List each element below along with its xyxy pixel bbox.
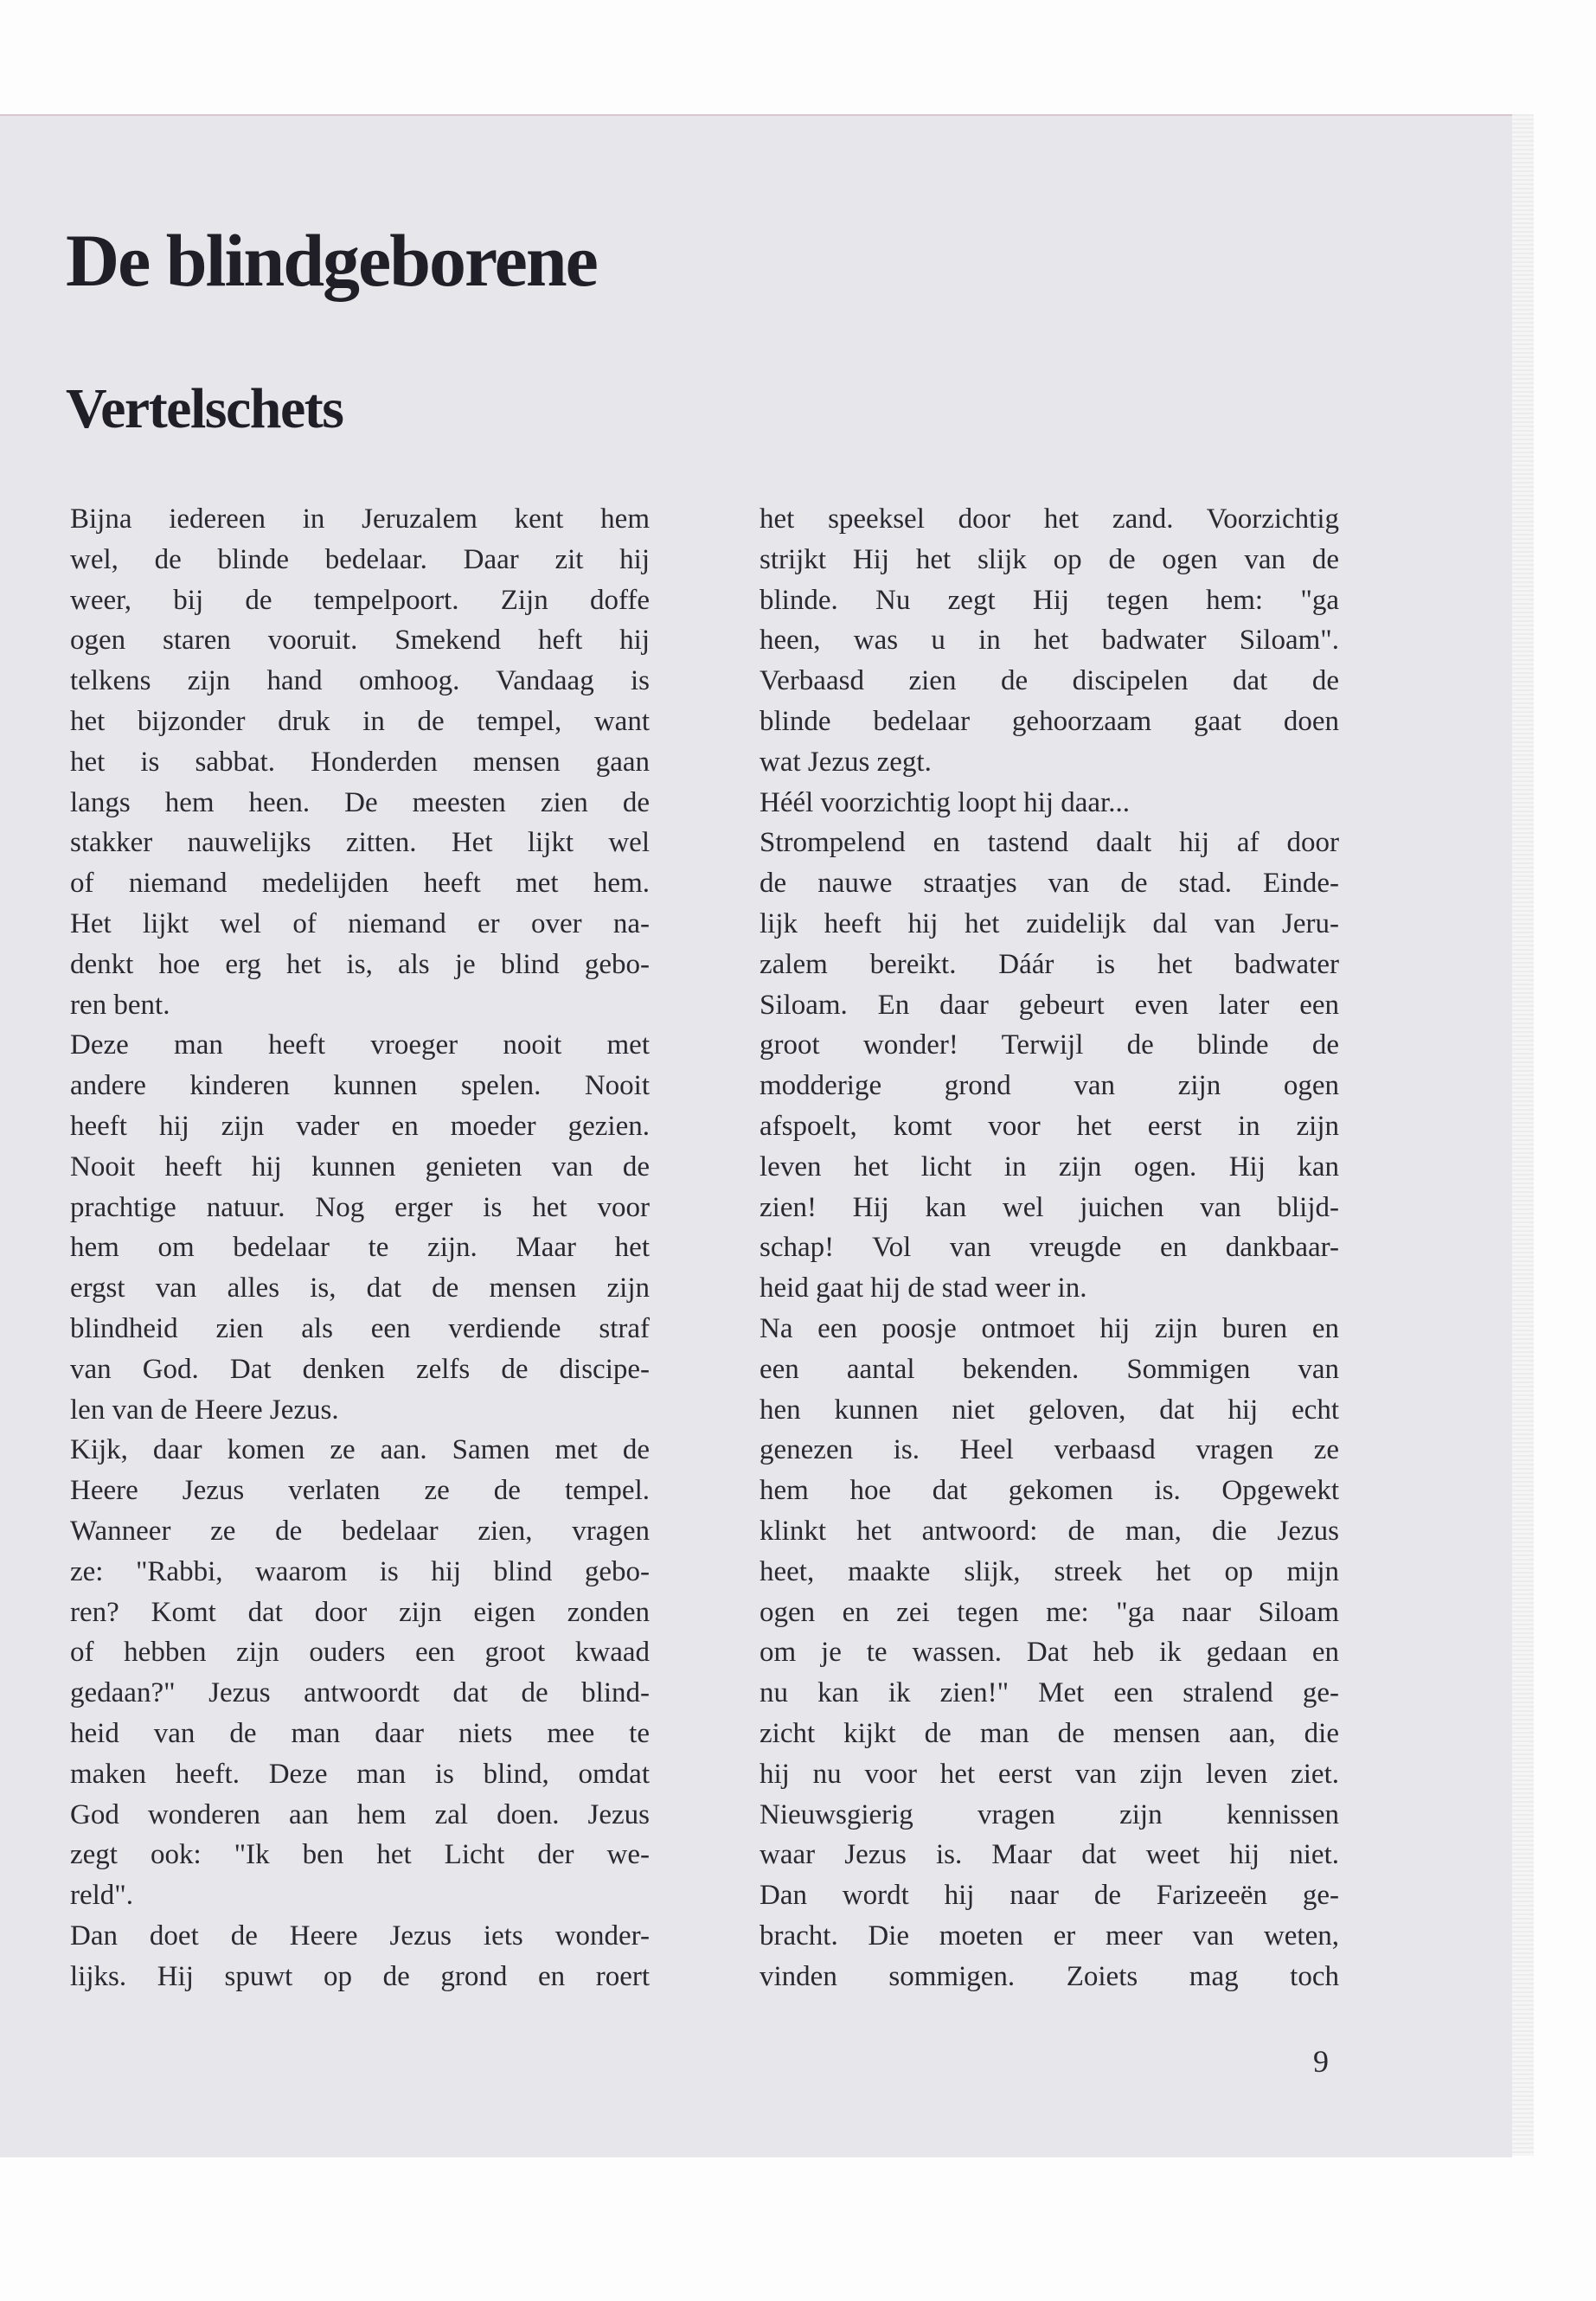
text-line: afspoelt, komt voor het eerst in zijn	[760, 1110, 1339, 1142]
scan-edge	[1512, 114, 1534, 2156]
paragraph	[70, 1430, 650, 1916]
text-column-left	[70, 499, 650, 1997]
text-line: om je te wassen. Dat heb ik gedaan en	[760, 1637, 1339, 1669]
text-line: Héél voorzichtig loopt hij daar...	[760, 786, 1130, 818]
text-line: Na een poosje ontmoet hij zijn buren en	[760, 1312, 1339, 1344]
paragraph	[70, 499, 650, 1025]
paragraph	[760, 823, 1339, 1309]
text-line: reld".	[70, 1880, 134, 1912]
text-line: hij nu voor het eerst van zijn leven ziet.	[760, 1758, 1339, 1790]
text-line: het bijzonder druk in de tempel, want	[70, 705, 650, 737]
text-line: denkt hoe erg het is, als je blind gebo-	[70, 948, 650, 980]
text-line: Dan doet de Heere Jezus iets wonder-	[70, 1920, 650, 1952]
page-subtitle: Vertelschets	[66, 377, 343, 440]
text-line: Siloam. En daar gebeurt even later een	[760, 989, 1339, 1021]
text-line: zegt ook: "Ik ben het Licht der we-	[70, 1839, 650, 1871]
text-line: de nauwe straatjes van de stad. Einde-	[760, 868, 1339, 900]
text-line: lijks. Hij spuwt op de grond en roert	[70, 1960, 650, 1992]
text-line: maken heeft. Deze man is blind, omdat	[70, 1758, 650, 1790]
text-line: Nooit heeft hij kunnen genieten van de	[70, 1150, 650, 1183]
text-line: genezen is. Heel verbaasd vragen ze	[760, 1434, 1339, 1466]
text-line: klinkt het antwoord: de man, die Jezus	[760, 1515, 1339, 1547]
text-line: schap! Vol van vreugde en dankbaar-	[760, 1232, 1339, 1264]
text-line: lijk heeft hij het zuidelijk dal van Jeru-	[760, 907, 1339, 939]
text-line: heen, was u in het badwater Siloam".	[760, 625, 1339, 657]
text-line: blinde bedelaar gehoorzaam gaat doen	[760, 705, 1339, 737]
text-line: waar Jezus is. Maar dat weet hij niet.	[760, 1839, 1339, 1871]
text-line: of hebben zijn ouders een groot kwaad	[70, 1637, 650, 1669]
text-line: Verbaasd zien de discipelen dat de	[760, 665, 1339, 697]
text-line: ogen en zei tegen me: "ga naar Siloam	[760, 1596, 1339, 1628]
text-line: strijkt Hij het slijk op de ogen van de	[760, 543, 1339, 575]
text-line: Het lijkt wel of niemand er over na-	[70, 907, 650, 939]
text-line: heet, maakte slijk, streek het op mijn	[760, 1555, 1339, 1587]
text-line: langs hem heen. De meesten zien de	[70, 786, 650, 818]
text-line: blindheid zien als een verdiende straf	[70, 1312, 650, 1344]
text-line: prachtige natuur. Nog erger is het voor	[70, 1191, 650, 1223]
text-line: telkens zijn hand omhoog. Vandaag is	[70, 665, 650, 697]
text-line: groot wonder! Terwijl de blinde de	[760, 1029, 1339, 1061]
text-column-right	[760, 499, 1339, 1997]
text-line: Kijk, daar komen ze aan. Samen met de	[70, 1434, 650, 1466]
page-number: 9	[1313, 2044, 1329, 2079]
text-line: heeft hij zijn vader en moeder gezien.	[70, 1110, 650, 1142]
paragraph	[760, 499, 1339, 783]
paragraph	[760, 783, 1339, 824]
text-line: Wanneer ze de bedelaar zien, vragen	[70, 1515, 650, 1547]
text-line: wat Jezus zegt.	[760, 746, 932, 778]
text-line: andere kinderen kunnen spelen. Nooit	[70, 1070, 650, 1102]
text-line: zalem bereikt. Dáár is het badwater	[760, 948, 1339, 980]
text-line: gedaan?" Jezus antwoordt dat de blind-	[70, 1677, 650, 1709]
text-line: een aantal bekenden. Sommigen van	[760, 1353, 1339, 1385]
text-line: stakker nauwelijks zitten. Het lijkt wel	[70, 827, 650, 859]
text-line: len van de Heere Jezus.	[70, 1394, 339, 1426]
text-line: blinde. Nu zegt Hij tegen hem: "ga	[760, 584, 1339, 616]
text-line: Heere Jezus verlaten ze de tempel.	[70, 1475, 650, 1507]
text-line: ergst van alles is, dat de mensen zijn	[70, 1272, 650, 1304]
paragraph	[760, 1309, 1339, 1997]
page-title: De blindgeborene	[66, 219, 597, 302]
text-line: hem om bedelaar te zijn. Maar het	[70, 1232, 650, 1264]
text-line: Strompelend en tastend daalt hij af door	[760, 827, 1339, 859]
text-line: hen kunnen niet geloven, dat hij echt	[760, 1394, 1339, 1426]
text-line: weer, bij de tempelpoort. Zijn doffe	[70, 584, 650, 616]
text-line: bracht. Die moeten er meer van weten,	[760, 1920, 1339, 1952]
text-line: Dan wordt hij naar de Farizeeën ge-	[760, 1880, 1339, 1912]
text-line: heid van de man daar niets mee te	[70, 1717, 650, 1749]
text-line: het speeksel door het zand. Voorzichtig	[760, 503, 1339, 535]
text-line: heid gaat hij de stad weer in.	[760, 1272, 1087, 1304]
text-line: hem hoe dat gekomen is. Opgewekt	[760, 1475, 1339, 1507]
text-line: ren? Komt dat door zijn eigen zonden	[70, 1596, 650, 1628]
text-line: zien! Hij kan wel juichen van blijd-	[760, 1191, 1339, 1223]
text-line: Bijna iedereen in Jeruzalem kent hem	[70, 503, 650, 535]
text-line: wel, de blinde bedelaar. Daar zit hij	[70, 543, 650, 575]
text-line: van God. Dat denken zelfs de discipe-	[70, 1353, 650, 1385]
paragraph	[70, 1916, 650, 1997]
paragraph	[70, 1025, 650, 1430]
text-line: leven het licht in zijn ogen. Hij kan	[760, 1150, 1339, 1183]
text-line: ogen staren vooruit. Smekend heft hij	[70, 625, 650, 657]
text-line: vinden sommigen. Zoiets mag toch	[760, 1960, 1339, 1992]
text-line: ren bent.	[70, 989, 170, 1021]
text-line: Nieuwsgierig vragen zijn kennissen	[760, 1798, 1339, 1830]
text-line: God wonderen aan hem zal doen. Jezus	[70, 1798, 650, 1830]
text-line: Deze man heeft vroeger nooit met	[70, 1029, 650, 1061]
text-line: nu kan ik zien!" Met een stralend ge-	[760, 1677, 1339, 1709]
text-line: modderige grond van zijn ogen	[760, 1070, 1339, 1102]
text-line: of niemand medelijden heeft met hem.	[70, 868, 650, 900]
text-line: het is sabbat. Honderden mensen gaan	[70, 746, 650, 778]
text-line: ze: "Rabbi, waarom is hij blind gebo-	[70, 1555, 650, 1587]
text-line: zicht kijkt de man de mensen aan, die	[760, 1717, 1339, 1749]
